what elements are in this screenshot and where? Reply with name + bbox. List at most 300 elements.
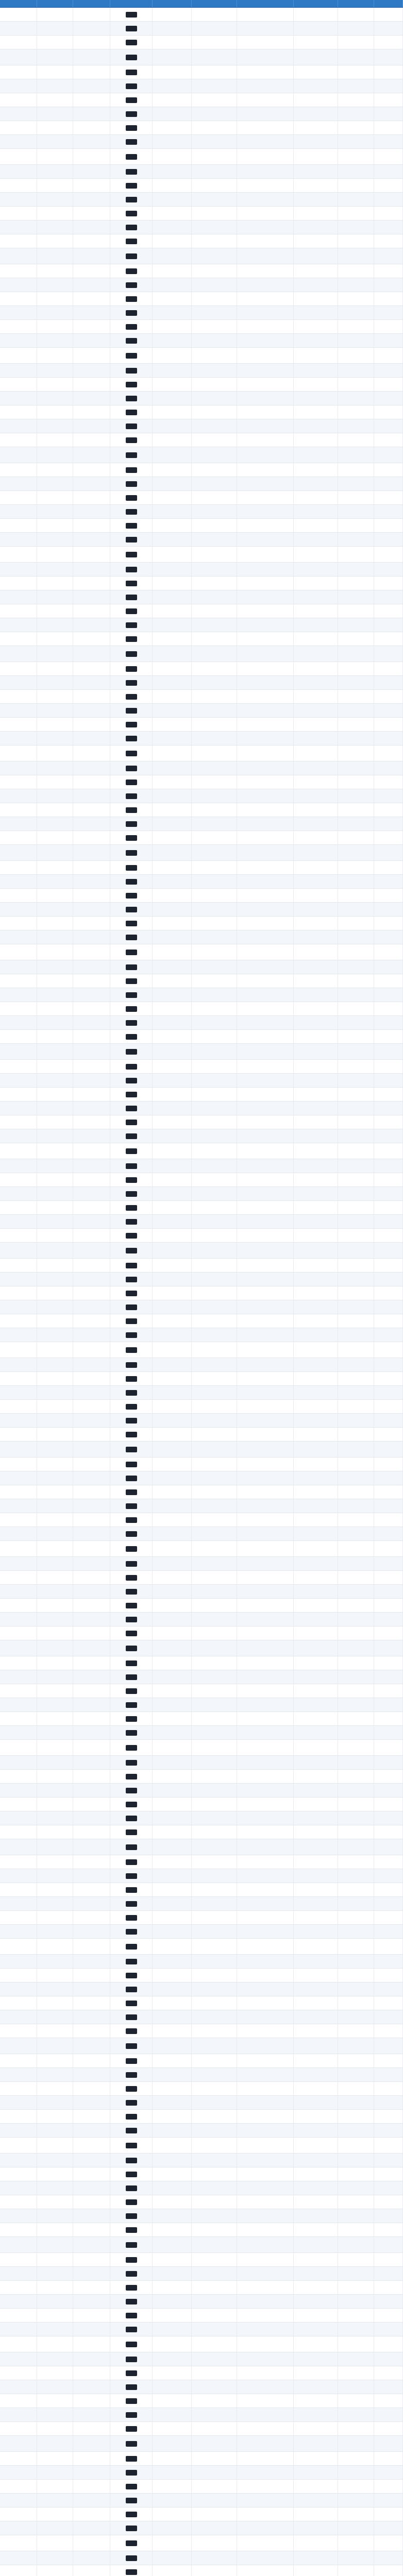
table-row[interactable] (0, 775, 403, 789)
product-badge-icon[interactable] (126, 55, 137, 60)
product-badge-icon[interactable] (126, 2257, 137, 2263)
product-badge-icon[interactable] (126, 169, 137, 175)
table-row[interactable] (0, 1016, 403, 1030)
table-row[interactable] (0, 590, 403, 604)
product-badge-icon[interactable] (126, 2357, 137, 2362)
table-row[interactable] (0, 563, 403, 577)
product-badge-icon[interactable] (126, 1716, 137, 1722)
column-header[interactable] (37, 0, 73, 7)
table-row[interactable] (0, 1825, 403, 1839)
table-row[interactable] (0, 1229, 403, 1243)
product-badge-icon[interactable] (126, 1702, 137, 1708)
product-badge-icon[interactable] (126, 83, 137, 89)
product-badge-icon[interactable] (126, 1901, 137, 1907)
table-row[interactable] (0, 2521, 403, 2535)
table-row[interactable] (0, 1159, 403, 1173)
product-badge-icon[interactable] (126, 1760, 137, 1766)
table-row[interactable] (0, 1400, 403, 1414)
table-row[interactable] (0, 845, 403, 861)
table-row[interactable] (0, 505, 403, 519)
table-row[interactable] (0, 533, 403, 547)
column-header[interactable] (153, 0, 192, 7)
product-badge-icon[interactable] (126, 2128, 137, 2133)
product-badge-icon[interactable] (126, 1332, 137, 1338)
product-badge-icon[interactable] (126, 2498, 137, 2503)
table-row[interactable] (0, 149, 403, 165)
product-badge-icon[interactable] (126, 1432, 137, 1437)
product-badge-icon[interactable] (126, 154, 137, 160)
table-row[interactable] (0, 1726, 403, 1740)
product-badge-icon[interactable] (126, 481, 137, 487)
product-badge-icon[interactable] (126, 1674, 137, 1680)
product-badge-icon[interactable] (126, 2555, 137, 2561)
product-badge-icon[interactable] (126, 636, 137, 642)
product-badge-icon[interactable] (126, 992, 137, 998)
table-row[interactable] (0, 2565, 403, 2576)
product-badge-icon[interactable] (126, 296, 137, 302)
product-badge-icon[interactable] (126, 282, 137, 288)
product-badge-icon[interactable] (126, 1561, 137, 1567)
table-row[interactable] (0, 1286, 403, 1300)
product-badge-icon[interactable] (126, 666, 137, 672)
table-row[interactable] (0, 1328, 403, 1342)
product-badge-icon[interactable] (126, 793, 137, 799)
product-badge-icon[interactable] (126, 2299, 137, 2304)
table-row[interactable] (0, 2237, 403, 2253)
product-badge-icon[interactable] (126, 2271, 137, 2277)
table-row[interactable] (0, 193, 403, 207)
product-badge-icon[interactable] (126, 2285, 137, 2291)
product-badge-icon[interactable] (126, 2086, 137, 2092)
table-row[interactable] (0, 2054, 403, 2068)
product-badge-icon[interactable] (126, 751, 137, 756)
table-row[interactable] (0, 2380, 403, 2394)
table-row[interactable] (0, 36, 403, 49)
product-badge-icon[interactable] (126, 353, 137, 359)
table-row[interactable] (0, 1626, 403, 1640)
table-row[interactable] (0, 1571, 403, 1585)
table-row[interactable] (0, 1698, 403, 1712)
table-row[interactable] (0, 1784, 403, 1798)
table-row[interactable] (0, 718, 403, 732)
product-badge-icon[interactable] (126, 893, 137, 899)
product-badge-icon[interactable] (126, 1304, 137, 1310)
table-row[interactable] (0, 179, 403, 193)
product-badge-icon[interactable] (126, 2569, 137, 2575)
product-badge-icon[interactable] (126, 950, 137, 955)
table-row[interactable] (0, 930, 403, 944)
product-badge-icon[interactable] (126, 410, 137, 415)
product-badge-icon[interactable] (126, 1788, 137, 1793)
table-row[interactable] (0, 1201, 403, 1215)
product-badge-icon[interactable] (126, 921, 137, 926)
product-badge-icon[interactable] (126, 779, 137, 785)
table-row[interactable] (0, 1342, 403, 1358)
product-badge-icon[interactable] (126, 423, 137, 429)
product-badge-icon[interactable] (126, 1915, 137, 1921)
table-row[interactable] (0, 676, 403, 690)
product-badge-icon[interactable] (126, 1816, 137, 1821)
table-row[interactable] (0, 1471, 403, 1485)
product-badge-icon[interactable] (126, 1489, 137, 1495)
product-badge-icon[interactable] (126, 225, 137, 230)
product-badge-icon[interactable] (126, 1589, 137, 1595)
product-badge-icon[interactable] (126, 2398, 137, 2404)
table-row[interactable] (0, 234, 403, 248)
table-row[interactable] (0, 477, 403, 491)
table-row[interactable] (0, 1314, 403, 1328)
product-badge-icon[interactable] (126, 382, 137, 387)
table-row[interactable] (0, 320, 403, 334)
table-row[interactable] (0, 831, 403, 845)
product-badge-icon[interactable] (126, 835, 137, 841)
column-header[interactable] (0, 0, 37, 7)
table-row[interactable] (0, 1187, 403, 1201)
table-row[interactable] (0, 2281, 403, 2295)
product-badge-icon[interactable] (126, 239, 137, 244)
table-row[interactable] (0, 1541, 403, 1557)
table-row[interactable] (0, 2336, 403, 2352)
product-badge-icon[interactable] (126, 1133, 137, 1139)
table-row[interactable] (0, 2394, 403, 2408)
table-row[interactable] (0, 1428, 403, 1442)
product-badge-icon[interactable] (126, 1688, 137, 1694)
table-row[interactable] (0, 1030, 403, 1044)
table-row[interactable] (0, 2223, 403, 2237)
product-badge-icon[interactable] (126, 651, 137, 657)
product-badge-icon[interactable] (126, 1219, 137, 1225)
table-row[interactable] (0, 264, 403, 278)
product-badge-icon[interactable] (126, 1248, 137, 1253)
table-row[interactable] (0, 889, 403, 903)
table-row[interactable] (0, 1897, 403, 1911)
table-row[interactable] (0, 463, 403, 477)
table-row[interactable] (0, 1442, 403, 1458)
table-row[interactable] (0, 1811, 403, 1825)
table-row[interactable] (0, 1173, 403, 1187)
product-badge-icon[interactable] (126, 125, 137, 131)
table-row[interactable] (0, 1599, 403, 1613)
product-badge-icon[interactable] (126, 821, 137, 827)
table-row[interactable] (0, 903, 403, 917)
table-row[interactable] (0, 2422, 403, 2436)
table-row[interactable] (0, 1074, 403, 1088)
table-row[interactable] (0, 1770, 403, 1784)
product-badge-icon[interactable] (126, 1177, 137, 1183)
table-row[interactable] (0, 1670, 403, 1684)
product-badge-icon[interactable] (126, 183, 137, 189)
table-row[interactable] (0, 1088, 403, 1101)
table-row[interactable] (0, 165, 403, 179)
product-badge-icon[interactable] (126, 766, 137, 771)
product-badge-icon[interactable] (126, 40, 137, 45)
table-row[interactable] (0, 1982, 403, 1996)
table-row[interactable] (0, 405, 403, 419)
table-row[interactable] (0, 2551, 403, 2565)
product-badge-icon[interactable] (126, 2199, 137, 2205)
table-row[interactable] (0, 2436, 403, 2452)
table-row[interactable] (0, 2110, 403, 2124)
product-badge-icon[interactable] (126, 1205, 137, 1211)
table-row[interactable] (0, 2068, 403, 2082)
table-row[interactable] (0, 1060, 403, 1074)
table-row[interactable] (0, 974, 403, 988)
product-badge-icon[interactable] (126, 1034, 137, 1040)
product-badge-icon[interactable] (126, 2172, 137, 2177)
table-row[interactable] (0, 348, 403, 364)
table-row[interactable] (0, 704, 403, 718)
product-badge-icon[interactable] (126, 2001, 137, 2006)
product-badge-icon[interactable] (126, 1546, 137, 1552)
table-row[interactable] (0, 1358, 403, 1372)
product-badge-icon[interactable] (126, 97, 137, 103)
product-badge-icon[interactable] (126, 1078, 137, 1083)
product-badge-icon[interactable] (126, 1318, 137, 1324)
product-badge-icon[interactable] (126, 964, 137, 970)
table-row[interactable] (0, 1996, 403, 2010)
table-row[interactable] (0, 1869, 403, 1883)
product-badge-icon[interactable] (126, 2227, 137, 2233)
table-row[interactable] (0, 292, 403, 306)
product-badge-icon[interactable] (126, 1959, 137, 1964)
product-badge-icon[interactable] (126, 437, 137, 443)
product-badge-icon[interactable] (126, 2242, 137, 2248)
product-badge-icon[interactable] (126, 1291, 137, 1296)
table-row[interactable] (0, 1557, 403, 1571)
product-badge-icon[interactable] (126, 552, 137, 557)
product-badge-icon[interactable] (126, 1362, 137, 1368)
product-badge-icon[interactable] (126, 2100, 137, 2106)
table-row[interactable] (0, 2267, 403, 2281)
table-row[interactable] (0, 392, 403, 405)
product-badge-icon[interactable] (126, 2441, 137, 2447)
table-row[interactable] (0, 662, 403, 676)
table-row[interactable] (0, 875, 403, 889)
product-badge-icon[interactable] (126, 452, 137, 458)
product-badge-icon[interactable] (126, 1859, 137, 1865)
table-row[interactable] (0, 1372, 403, 1386)
table-row[interactable] (0, 1798, 403, 1811)
table-row[interactable] (0, 22, 403, 36)
product-badge-icon[interactable] (126, 1120, 137, 1125)
table-row[interactable] (0, 690, 403, 704)
product-badge-icon[interactable] (126, 1404, 137, 1410)
table-row[interactable] (0, 2535, 403, 2551)
product-badge-icon[interactable] (126, 1163, 137, 1169)
table-row[interactable] (0, 334, 403, 348)
table-row[interactable] (0, 1386, 403, 1400)
product-badge-icon[interactable] (126, 310, 137, 316)
table-row[interactable] (0, 2408, 403, 2422)
table-row[interactable] (0, 2124, 403, 2138)
table-row[interactable] (0, 2138, 403, 2154)
table-row[interactable] (0, 1911, 403, 1925)
table-row[interactable] (0, 1243, 403, 1259)
product-badge-icon[interactable] (126, 324, 137, 330)
table-row[interactable] (0, 1143, 403, 1159)
product-badge-icon[interactable] (126, 1049, 137, 1055)
table-row[interactable] (0, 1458, 403, 1471)
product-badge-icon[interactable] (126, 879, 137, 885)
table-row[interactable] (0, 519, 403, 533)
table-row[interactable] (0, 1969, 403, 1982)
table-row[interactable] (0, 8, 403, 22)
product-badge-icon[interactable] (126, 1106, 137, 1111)
product-badge-icon[interactable] (126, 736, 137, 741)
table-row[interactable] (0, 1527, 403, 1541)
table-row[interactable] (0, 2480, 403, 2494)
product-badge-icon[interactable] (126, 2143, 137, 2148)
table-row[interactable] (0, 2309, 403, 2323)
product-badge-icon[interactable] (126, 2370, 137, 2376)
product-badge-icon[interactable] (126, 1660, 137, 1666)
table-row[interactable] (0, 789, 403, 803)
product-badge-icon[interactable] (126, 1631, 137, 1636)
table-row[interactable] (0, 1839, 403, 1855)
table-row[interactable] (0, 248, 403, 264)
product-badge-icon[interactable] (126, 1844, 137, 1850)
product-badge-icon[interactable] (126, 2114, 137, 2120)
product-badge-icon[interactable] (126, 722, 137, 727)
product-badge-icon[interactable] (126, 1148, 137, 1154)
product-badge-icon[interactable] (126, 1418, 137, 1423)
table-row[interactable] (0, 2195, 403, 2209)
product-badge-icon[interactable] (126, 2014, 137, 2020)
table-row[interactable] (0, 1044, 403, 1060)
table-row[interactable] (0, 861, 403, 875)
table-row[interactable] (0, 2038, 403, 2054)
table-row[interactable] (0, 2082, 403, 2096)
table-row[interactable] (0, 49, 403, 65)
table-row[interactable] (0, 1640, 403, 1656)
product-badge-icon[interactable] (126, 865, 137, 871)
table-row[interactable] (0, 817, 403, 831)
table-row[interactable] (0, 135, 403, 149)
table-row[interactable] (0, 1712, 403, 1726)
product-badge-icon[interactable] (126, 2412, 137, 2418)
product-badge-icon[interactable] (126, 2456, 137, 2462)
table-row[interactable] (0, 2323, 403, 2336)
column-header[interactable] (338, 0, 374, 7)
product-badge-icon[interactable] (126, 1617, 137, 1622)
table-row[interactable] (0, 1939, 403, 1955)
table-row[interactable] (0, 577, 403, 590)
table-row[interactable] (0, 1115, 403, 1129)
table-row[interactable] (0, 1925, 403, 1939)
product-badge-icon[interactable] (126, 1973, 137, 1978)
product-badge-icon[interactable] (126, 1745, 137, 1751)
product-badge-icon[interactable] (126, 581, 137, 586)
product-badge-icon[interactable] (126, 495, 137, 501)
column-header[interactable] (110, 0, 153, 7)
product-badge-icon[interactable] (126, 509, 137, 515)
table-row[interactable] (0, 988, 403, 1002)
product-badge-icon[interactable] (126, 26, 137, 31)
product-badge-icon[interactable] (126, 139, 137, 145)
table-row[interactable] (0, 1129, 403, 1143)
product-badge-icon[interactable] (126, 850, 137, 856)
table-row[interactable] (0, 2466, 403, 2480)
table-row[interactable] (0, 618, 403, 632)
table-row[interactable] (0, 2167, 403, 2181)
table-row[interactable] (0, 1756, 403, 1770)
table-row[interactable] (0, 221, 403, 234)
table-row[interactable] (0, 944, 403, 960)
product-badge-icon[interactable] (126, 807, 137, 813)
product-badge-icon[interactable] (126, 2313, 137, 2318)
product-badge-icon[interactable] (126, 1390, 137, 1396)
product-badge-icon[interactable] (126, 1347, 137, 1353)
table-row[interactable] (0, 2494, 403, 2507)
table-row[interactable] (0, 447, 403, 463)
table-row[interactable] (0, 732, 403, 745)
product-badge-icon[interactable] (126, 2540, 137, 2546)
table-row[interactable] (0, 1002, 403, 1016)
product-badge-icon[interactable] (126, 211, 137, 216)
product-badge-icon[interactable] (126, 1263, 137, 1268)
product-badge-icon[interactable] (126, 12, 137, 18)
product-badge-icon[interactable] (126, 2484, 137, 2489)
product-badge-icon[interactable] (126, 1887, 137, 1893)
table-row[interactable] (0, 65, 403, 79)
table-row[interactable] (0, 491, 403, 505)
product-badge-icon[interactable] (126, 1517, 137, 1523)
table-row[interactable] (0, 2181, 403, 2195)
table-row[interactable] (0, 2295, 403, 2309)
table-row[interactable] (0, 207, 403, 221)
table-row[interactable] (0, 1300, 403, 1314)
product-badge-icon[interactable] (126, 1092, 137, 1097)
table-row[interactable] (0, 2209, 403, 2223)
product-badge-icon[interactable] (126, 1929, 137, 1935)
product-badge-icon[interactable] (126, 1802, 137, 1807)
table-row[interactable] (0, 2154, 403, 2167)
table-row[interactable] (0, 1485, 403, 1499)
table-row[interactable] (0, 364, 403, 378)
table-row[interactable] (0, 278, 403, 292)
column-header[interactable] (294, 0, 338, 7)
product-badge-icon[interactable] (126, 1020, 137, 1026)
product-badge-icon[interactable] (126, 1503, 137, 1509)
product-badge-icon[interactable] (126, 1730, 137, 1736)
table-row[interactable] (0, 378, 403, 392)
product-badge-icon[interactable] (126, 2072, 137, 2078)
product-badge-icon[interactable] (126, 1462, 137, 1467)
product-badge-icon[interactable] (126, 1531, 137, 1537)
product-badge-icon[interactable] (126, 2185, 137, 2191)
table-row[interactable] (0, 419, 403, 433)
product-badge-icon[interactable] (126, 2342, 137, 2347)
table-row[interactable] (0, 306, 403, 320)
product-badge-icon[interactable] (126, 1277, 137, 1282)
table-row[interactable] (0, 2096, 403, 2110)
product-badge-icon[interactable] (126, 537, 137, 543)
product-badge-icon[interactable] (126, 567, 137, 572)
table-row[interactable] (0, 2507, 403, 2521)
product-badge-icon[interactable] (126, 1575, 137, 1581)
product-badge-icon[interactable] (126, 253, 137, 259)
table-row[interactable] (0, 1273, 403, 1286)
product-badge-icon[interactable] (126, 2426, 137, 2432)
product-badge-icon[interactable] (126, 1476, 137, 1481)
product-badge-icon[interactable] (126, 338, 137, 344)
product-badge-icon[interactable] (126, 1944, 137, 1950)
table-row[interactable] (0, 1883, 403, 1897)
table-row[interactable] (0, 646, 403, 662)
product-badge-icon[interactable] (126, 467, 137, 473)
table-row[interactable] (0, 93, 403, 107)
product-badge-icon[interactable] (126, 523, 137, 529)
